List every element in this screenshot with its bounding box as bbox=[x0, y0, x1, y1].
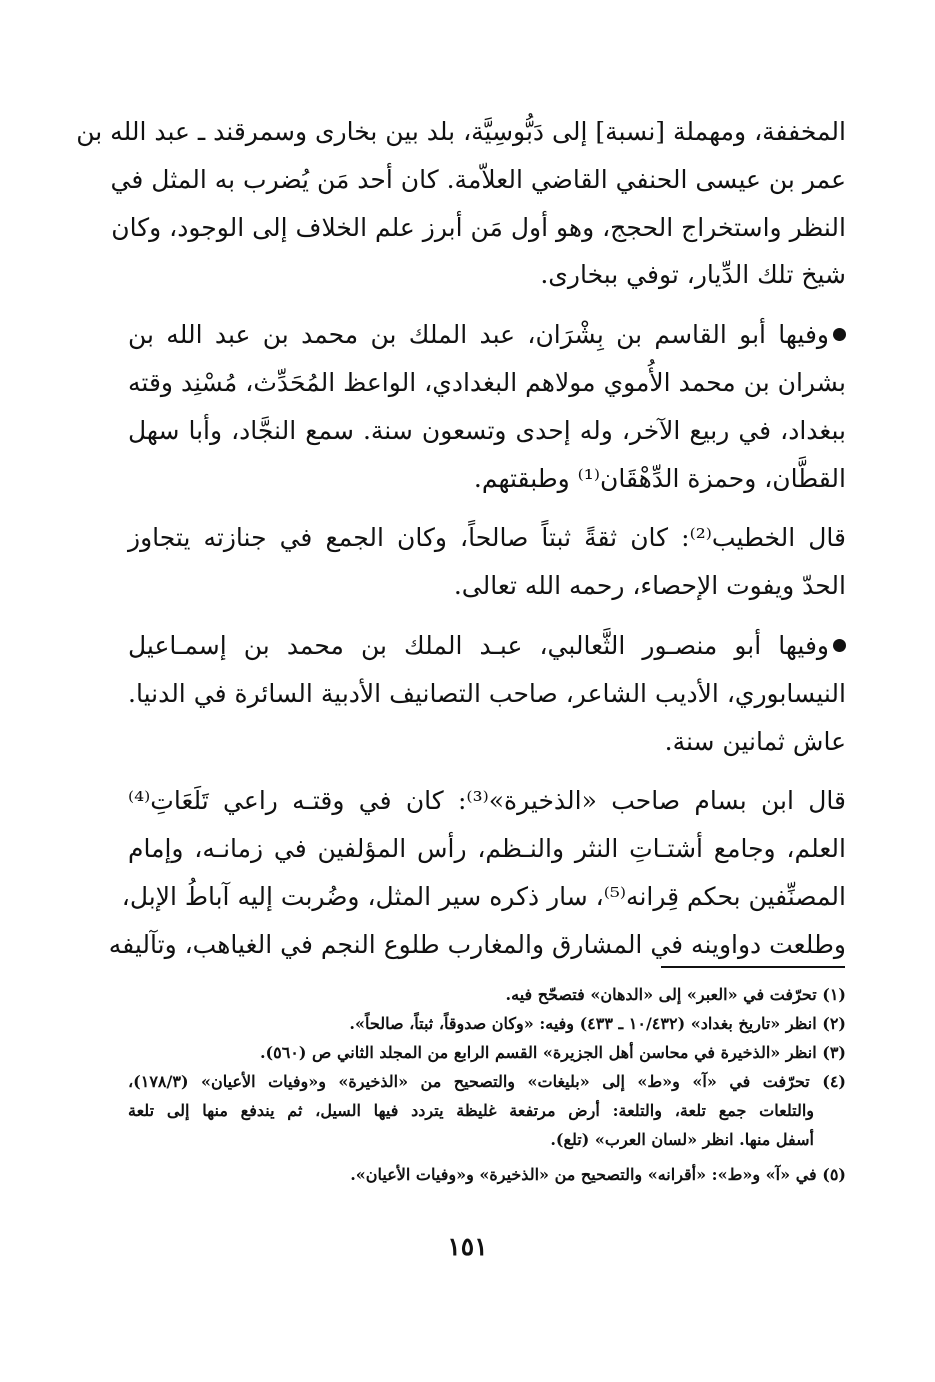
main-text bbox=[76, 108, 846, 969]
bullet-icon bbox=[833, 639, 846, 652]
text-line: النيسابوري، الأديب الشاعر، صاحب التصانيف الأدبية السائرة في الدنيا. bbox=[128, 678, 846, 708]
footnote-line: والتلعات جمع تلعة، والتلعة: أرض مرتفعة غليظة يتردد فيها السيل، ثم يندفع منها إلى تلعة bbox=[128, 1101, 814, 1120]
text-line: شيخ تلك الدِّيار، توفي ببخارى. bbox=[540, 260, 846, 290]
text-line: وفيها أبو منصـور الثَّعالبي، عبـد الملك بن محمد بن إسمـاعيل bbox=[128, 630, 829, 660]
text-line: ببغداد، في ربيع الآخر، وله إحدى وتسعون سنة. سمع النجَّاد، وأبا سهل bbox=[128, 415, 846, 445]
footnote-line: (٣) انظر «الذخيرة في محاسن أهل الجزيرة» القسم الرابع من المجلد الثاني ص (٥٦٠). bbox=[259, 1043, 846, 1062]
footnote-line: (٢) انظر «تاريخ بغداد» (١٠/٤٣٢ ـ ٤٣٣) وفيه: «وكان صدوقاً، ثبتاً، صالحاً». bbox=[349, 1014, 846, 1033]
text-line: وفيها أبو القاسم بن بِشْرَان، عبد الملك بن محمد بن عبد الله بن bbox=[128, 320, 829, 350]
text-line: النظر واستخراج الحجج، وهو أول مَن أبرز علم الخلاف إلى الوجود، وكان bbox=[111, 212, 846, 242]
text-line: المصنِّفين بحكم قِرانه⁽⁵⁾، سار ذكره سير المثل، وضُربت إليه آباطُ الإبل، bbox=[121, 881, 846, 911]
footnote-line: أسفل منها. انظر «لسان العرب» (تلع). bbox=[550, 1130, 814, 1149]
text-line: عاش ثمانين سنة. bbox=[664, 726, 846, 756]
text-line: القطَّان، وحمزة الدِّهْقَان⁽¹⁾ وطبقتهم. bbox=[473, 463, 846, 493]
text-line: بشران بن محمد الأُموي مولاهم البغدادي، الواعظ المُحَدِّث، مُسْنِد وقته bbox=[128, 367, 846, 397]
bullet-icon bbox=[833, 328, 846, 341]
text-line-entry bbox=[128, 311, 846, 359]
text-line-entry bbox=[128, 622, 846, 670]
page-number: ١٥١ bbox=[447, 1232, 488, 1261]
footnotes bbox=[128, 980, 846, 1189]
text-line: وطلعت دواوينه في المشارق والمغارب طلوع النجم في الغياهب، وتآليفه bbox=[108, 929, 846, 959]
text-line: عمر بن عيسى الحنفي القاضي العلاّمة. كان أحد مَن يُضرب به المثل في bbox=[110, 164, 846, 194]
footnote-line: (٤) تحرّفت في «آ» و«ط» إلى «بليغات» والتصحيح من «الذخيرة» و«وفيات الأعيان» (١٧٨/٣)، bbox=[128, 1072, 846, 1091]
text-line: قال ابن بسام صاحب «الذخيرة»⁽³⁾: كان في وقتـه راعي تَلَعَاتِ⁽⁴⁾ bbox=[128, 786, 846, 816]
text-line: قال الخطيب⁽²⁾: كان ثقةً ثبتاً صالحاً، وكان الجمع في جنازته يتجاوز bbox=[128, 523, 846, 553]
text-line: المخففة، ومهملة [نسبة] إلى دَبُّوسِيَّة، بلد بين بخارى وسمرقند ـ عبد الله بن bbox=[76, 117, 846, 146]
footnote-line: (٥) في «آ» و«ط»: «أقرانه» والتصحيح من «الذخيرة» و«وفيات الأعيان». bbox=[350, 1165, 846, 1184]
text-line: العلم، وجامع أشتـاتِ النثر والنـظم، رأس المؤلفين في زمانـه، وإمام bbox=[128, 834, 846, 864]
text-line: الحدّ ويفوت الإحصاء، رحمه الله تعالى. bbox=[453, 571, 846, 601]
footnote-line: (١) تحرّفت في «العبر» إلى «الدهان» فتصحّح فيه. bbox=[505, 985, 846, 1004]
footnote-divider bbox=[661, 966, 845, 968]
